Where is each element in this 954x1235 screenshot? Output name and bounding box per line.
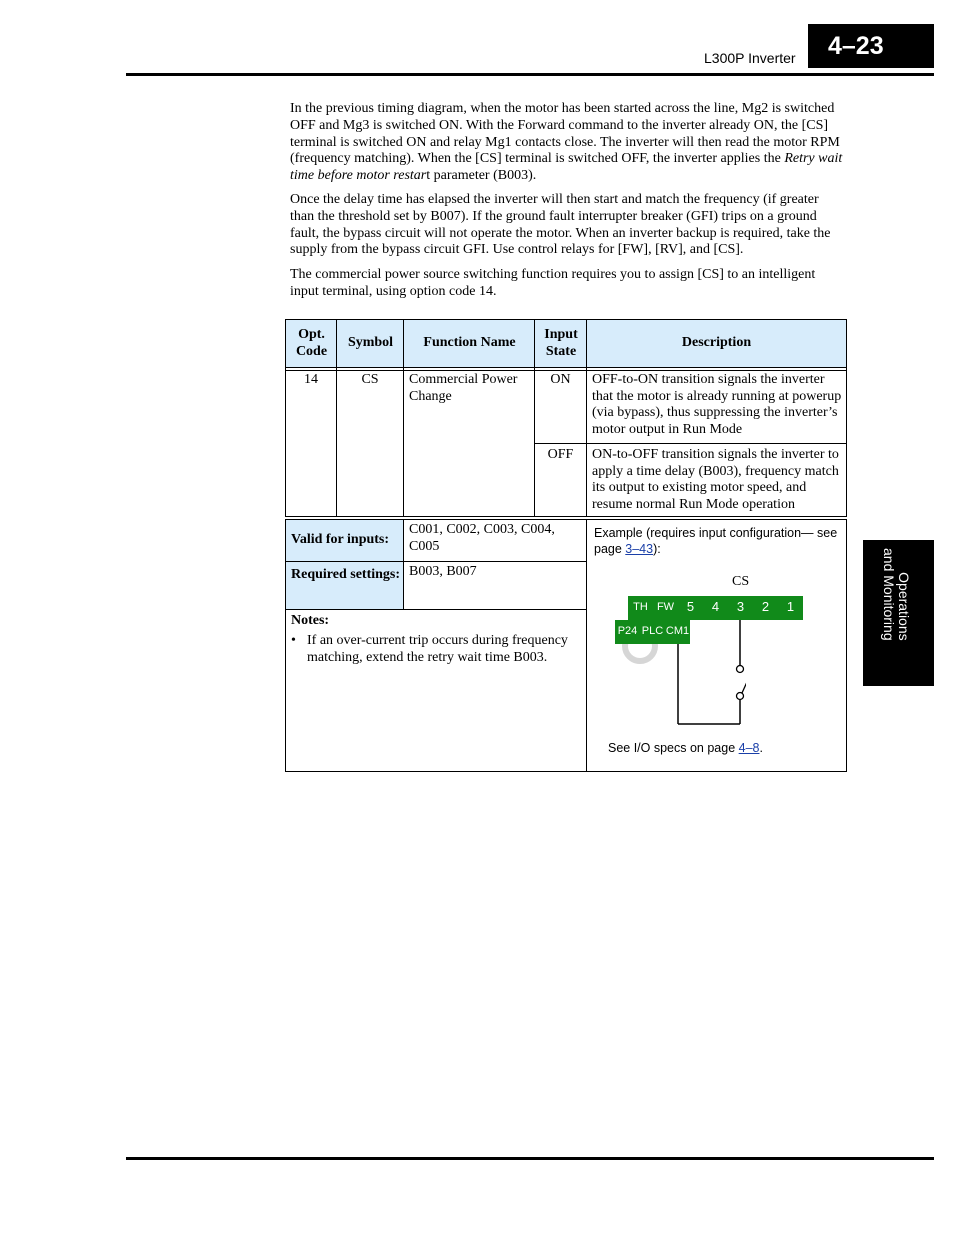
header-input-state: Input State [535, 320, 587, 367]
header-description: Description [587, 320, 846, 367]
notes-label: Notes: [291, 613, 330, 628]
required-settings-label: Required settings: [286, 562, 403, 609]
io-specs-text: See I/O specs on page [608, 741, 739, 755]
column-divider [534, 320, 535, 516]
paragraph-timing-end: t parameter (B003). [426, 168, 537, 184]
cell-description-on: OFF-to-ON transition signals the inverter that the motor is already running at powerup (via bypass), thus suppressing the inverter’s motor output in Run Mode [592, 372, 842, 437]
note-text: If an over-current trip occurs during frequency matching, extend the retry wait time B003. [307, 633, 568, 665]
terminal-fw: FW [653, 596, 678, 620]
footer-rule [126, 1157, 934, 1160]
switch-blade [742, 671, 746, 693]
header-rule [126, 73, 934, 76]
paragraph-delay: Once the delay time has elapsed the inverter will then start and match the frequency (if greater than the threshold set by B007). If the ground fault interrupter breaker (GFI) trips on a ground fault, the bypass circuit will not operate the motor. When an inverter backup is required, take the supply from the bypass circuit GFI. Use control relays for [FW], [RV], and [CS]. [290, 192, 831, 258]
cell-state-on: ON [550, 372, 571, 387]
cs-label: CS [732, 574, 750, 589]
cell-description-off: ON-to-OFF transition signals the inverter to apply a time delay (B003), frequency match its output to existing motor speed, and resume normal Run Mode operation [592, 447, 839, 512]
notes-list [291, 633, 581, 666]
required-settings-value: B003, B007 [409, 564, 477, 579]
terminal-5: 5 [678, 596, 703, 620]
product-name: L300P Inverter [704, 50, 796, 66]
column-divider [336, 320, 337, 516]
terminal-p24: P24 [615, 620, 640, 644]
cell-opt-code: 14 [304, 372, 318, 387]
valid-inputs-label: Valid for inputs: [286, 520, 403, 561]
column-divider [586, 320, 587, 516]
io-specs-suffix: . [759, 741, 763, 755]
side-tab-line1: Operations [896, 572, 912, 641]
column-divider [586, 520, 587, 771]
example-page-link[interactable]: 3–43 [625, 541, 654, 556]
terminal-4: 4 [703, 596, 728, 620]
header-rule-bottom [286, 370, 846, 371]
page-number-badge: 4–23 [808, 24, 934, 68]
header-opt-code: Opt. Code [286, 320, 337, 367]
valid-inputs-value: C001, C002, C003, C004, C005 [409, 522, 555, 554]
paragraph-option-code: The commercial power source switching function requires you to assign [CS] to an intelligent input terminal, using option code 14. [290, 267, 816, 299]
header-symbol: Symbol [337, 320, 404, 367]
terminal-2: 2 [753, 596, 778, 620]
terminal-1: 1 [778, 596, 803, 620]
cell-state-off: OFF [547, 447, 574, 462]
paragraph-timing-text: In the previous timing diagram, when the motor has been started across the line, Mg2 is switched OFF and Mg3 is switched ON. With the Forward command to the inverter already ON, the [CS] terminal is switched ON and relay Mg1 contacts close. The inverter will then read the motor RPM (frequency matching). When the [CS] terminal is switched OFF, the inverter applies the [290, 101, 840, 167]
terminal-th: TH [628, 596, 653, 620]
io-specs-caption [608, 740, 763, 757]
header-rule-top [286, 367, 846, 368]
function-table [285, 319, 847, 517]
column-divider [403, 520, 404, 609]
example-suffix: ): [653, 541, 661, 556]
terminal-3: 3 [728, 596, 753, 620]
cell-function-name: Commercial Power Change [409, 372, 518, 404]
note-item [291, 633, 581, 666]
example-caption [594, 526, 839, 557]
side-tab-line2: and Monitoring [881, 548, 897, 641]
terminal-cm1: CM1 [665, 620, 690, 644]
column-divider [403, 320, 404, 516]
state-divider [534, 443, 846, 444]
switch-contact-lower [737, 693, 744, 700]
example-text: Example (requires input configuration— see page [594, 526, 838, 556]
switch-contact-upper [737, 666, 744, 673]
switch-wiring-diagram [666, 620, 746, 730]
paragraph-timing [290, 101, 846, 185]
row-divider [286, 561, 586, 562]
note-bullet: • [291, 633, 296, 648]
cell-symbol: CS [361, 372, 379, 387]
parameter-name-italic: Retry wait time before motor restar [290, 151, 843, 184]
section-side-tab[interactable] [863, 540, 934, 686]
terminal-plc: PLC [640, 620, 665, 644]
details-table [285, 519, 847, 772]
header-function-name: Function Name [404, 320, 535, 367]
io-specs-page-link[interactable]: 4–8 [738, 741, 760, 755]
row-divider [286, 609, 586, 610]
